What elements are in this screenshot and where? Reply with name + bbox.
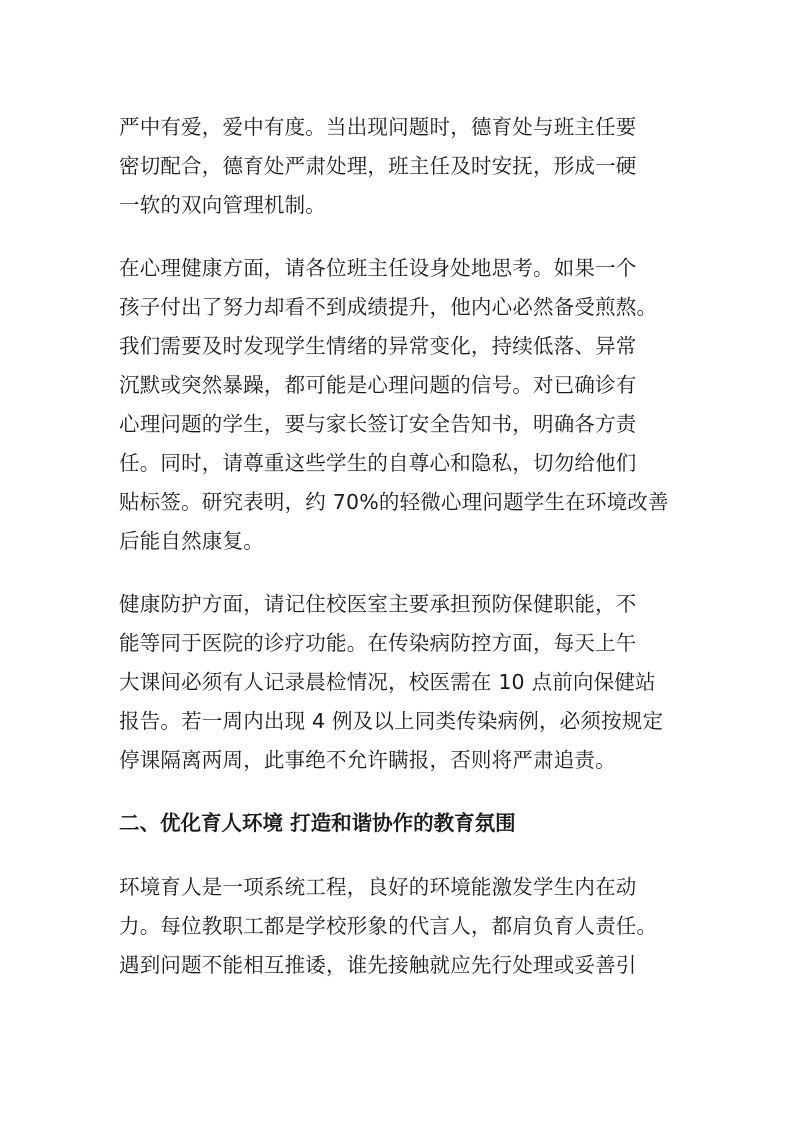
text-line: 后能自然康复。 (119, 529, 264, 553)
text-line: 大课间必须有人记录晨检情况，校医需在 10 点前向保健站 (119, 670, 656, 694)
text-line: 能等同于医院的诊疗功能。在传染病防控方面，每天上午 (119, 631, 637, 655)
text-line: 在心理健康方面，请各位班主任设身处地思考。如果一个 (119, 256, 637, 280)
text-line: 沉默或突然暴躁，都可能是心理问题的信号。对已确诊有 (119, 373, 637, 397)
text-line: 一软的双向管理机制。 (119, 193, 326, 217)
text-line: 任。同时，请尊重这些学生的自尊心和隐私，切勿给他们 (119, 451, 637, 475)
text-line: 报告。若一周内出现 4 例及以上同类传染病例，必须按规定 (119, 709, 664, 733)
paragraph-environment (119, 868, 679, 985)
text-line: 我们需要及时发现学生情绪的异常变化，持续低落、异常 (119, 334, 637, 358)
text-line: 贴标签。研究表明，约 70%的轻微心理问题学生在环境改善 (119, 490, 669, 514)
paragraph-health-protection (119, 585, 679, 780)
section-heading: 二、优化育人环境 打造和谐协作的教育氛围 (119, 811, 516, 835)
paragraph-management-mechanism (119, 108, 679, 225)
text-line: 严中有爱，爱中有度。当出现问题时，德育处与班主任要 (119, 115, 637, 139)
text-line: 密切配合，德育处严肃处理，班主任及时安抚，形成一硬 (119, 154, 637, 178)
paragraph-mental-health (119, 249, 679, 561)
text-line: 心理问题的学生，要与家长签订安全告知书，明确各方责 (119, 412, 637, 436)
text-line: 停课隔离两周，此事绝不允许瞒报，否则将严肃追责。 (119, 748, 616, 772)
text-line: 遇到问题不能相互推诿，谁先接触就应先行处理或妥善引 (119, 953, 637, 977)
document-page (119, 108, 679, 1009)
text-line: 力。每位教职工都是学校形象的代言人，都肩负育人责任。 (119, 914, 658, 938)
text-line: 孩子付出了努力却看不到成绩提升，他内心必然备受煎熬。 (119, 295, 658, 319)
text-line: 健康防护方面，请记住校医室主要承担预防保健职能，不 (119, 592, 637, 616)
text-line: 环境育人是一项系统工程，良好的环境能激发学生内在动 (119, 875, 637, 899)
